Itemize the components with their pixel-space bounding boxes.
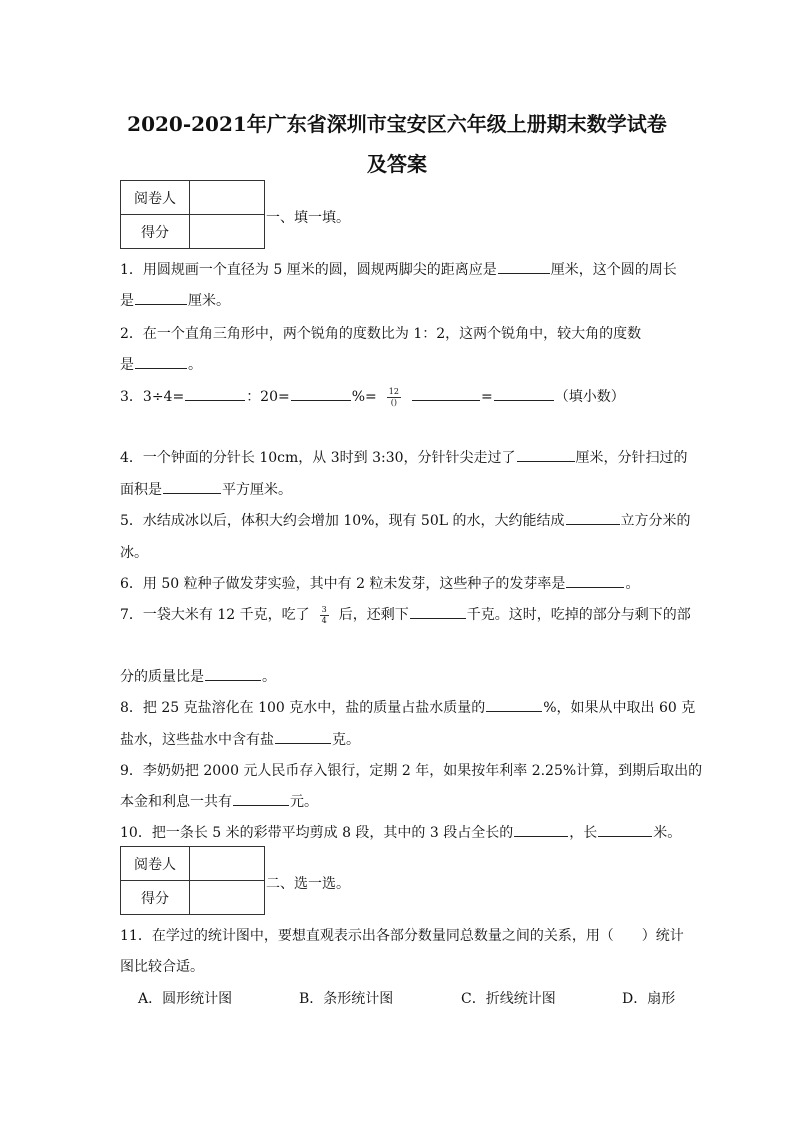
question-9-line-2: 本金和利息一共有 元。 — [120, 791, 318, 811]
answer-blank — [598, 822, 652, 837]
score-cell — [190, 215, 265, 249]
answer-blank — [135, 290, 187, 305]
answer-blank — [517, 447, 575, 462]
answer-blank — [566, 573, 624, 588]
option-a: A．圆形统计图 — [138, 991, 233, 1007]
fraction: $\frac{3}{4}$ — [321, 604, 327, 625]
score-label: 得分 — [121, 215, 190, 249]
question-10: 10．把一条长 5 米的彩带平均剪成 8 段，其中的 3 段占全长的 ，长 米。 — [120, 822, 681, 842]
answer-blank — [233, 791, 289, 806]
question-2-line-2: 是 。 — [120, 354, 202, 374]
question-7-line-1: 7．一袋大米有 12 千克，吃了 $\frac{3}{4}$ 后，还剩下 千克。这时，吃掉的部分与剩下的部 — [120, 604, 691, 625]
question-7-line-2: 分的质量比是 。 — [120, 666, 276, 686]
score-box-2 — [120, 846, 265, 915]
option-b: B．条形统计图 — [299, 991, 394, 1007]
question-11-line-2: 图比较合适。 — [120, 959, 204, 975]
question-4-line-2: 面积是 平方厘米。 — [120, 479, 292, 499]
score-cell — [190, 881, 265, 915]
section-1-heading: 一、填一填。 — [266, 210, 350, 226]
answer-blank — [566, 510, 620, 525]
question-8-line-1: 8．把 25 克盐溶化在 100 克水中，盐的质量占盐水质量的 %，如果从中取出 60 克 — [120, 697, 695, 717]
reviewer-cell — [190, 847, 265, 881]
answer-blank — [291, 386, 351, 401]
page-title-line2: 及答案 — [367, 152, 427, 176]
reviewer-label: 阅卷人 — [121, 847, 190, 881]
answer-blank — [410, 604, 466, 619]
question-4-line-1: 4．一个钟面的分针长 10cm，从 3时到 3:30，分针针尖走过了 厘米，分针扫过的 — [120, 447, 688, 467]
answer-blank — [412, 386, 480, 401]
answer-blank — [205, 666, 261, 681]
question-5-line-1: 5．水结成冰以后，体积大约会增加 10%，现有 50L 的水，大约能结成 立方分米的 — [120, 510, 691, 530]
page-title: 2020-2021年广东省深圳市宝安区六年级上册期末数学试卷 — [127, 112, 667, 136]
fraction: $\frac{12}{()}$ — [388, 386, 399, 407]
answer-blank — [163, 479, 221, 494]
reviewer-label: 阅卷人 — [121, 181, 190, 215]
question-2-line-1: 2．在一个直角三角形中，两个锐角的度数比为 1：2，这两个锐角中，较大角的度数 — [120, 326, 642, 342]
section-2-heading: 二、选一选。 — [266, 876, 350, 892]
question-6: 6．用 50 粒种子做发芽实验，其中有 2 粒未发芽，这些种子的发芽率是 。 — [120, 573, 639, 593]
question-11-line-1: 11．在学过的统计图中，要想直观表示出各部分数量同总数量之间的关系，用（ ）统计 — [120, 928, 684, 944]
answer-blank — [275, 729, 331, 744]
question-5-line-2: 冰。 — [120, 545, 148, 561]
question-1-line-2: 是 厘米。 — [120, 290, 230, 310]
answer-blank — [498, 259, 550, 274]
option-d: D．扇形 — [622, 991, 676, 1007]
score-box-1 — [120, 180, 265, 249]
answer-blank — [185, 386, 245, 401]
question-9-line-1: 9．李奶奶把 2000 元人民币存入银行，定期 2 年，如果按年利率 2.25%计算，到期后取出的 — [120, 763, 703, 779]
answer-blank — [494, 386, 554, 401]
reviewer-cell — [190, 181, 265, 215]
option-c: C．折线统计图 — [461, 991, 556, 1007]
answer-blank — [514, 822, 568, 837]
question-3: 3．3÷4= ：20= %= $\frac{12}{()}$ = （填小数） — [120, 386, 625, 407]
answer-blank — [135, 354, 187, 369]
score-label: 得分 — [121, 881, 190, 915]
answer-blank — [486, 697, 542, 712]
question-8-line-2: 盐水，这些盐水中含有盐 克。 — [120, 729, 360, 749]
question-1-line-1: 1．用圆规画一个直径为 5 厘米的圆，圆规两脚尖的距离应是 厘米，这个圆的周长 — [120, 259, 677, 279]
